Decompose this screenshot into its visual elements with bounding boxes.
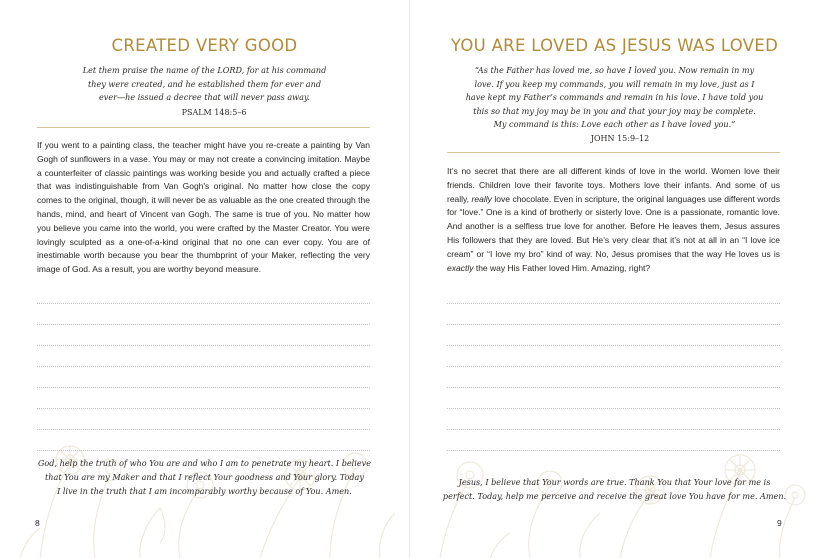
- prayer-line: God, help the truth of who You are and who I am to penetrate my heart. I believe: [37, 458, 372, 468]
- scripture-verse: [440, 64, 789, 132]
- verse-reference: PSALM 148:5–6: [181, 108, 247, 117]
- writing-line[interactable]: [447, 388, 780, 409]
- verse-line: Let them praise the name of the LORD, for at his command: [82, 65, 327, 75]
- verse-line: they were created, and he established them for ever and: [87, 78, 322, 89]
- writing-line[interactable]: [37, 388, 370, 409]
- writing-line[interactable]: [37, 304, 370, 325]
- prayer-line: that You are my Maker and that I reflect Your goodness and Your glory. Today: [45, 472, 364, 482]
- divider-rule: [37, 127, 370, 128]
- writing-line[interactable]: [447, 430, 780, 451]
- scripture-verse: [30, 64, 379, 105]
- left-page: [0, 0, 409, 558]
- writing-line[interactable]: [37, 367, 370, 388]
- devotional-body: [447, 165, 780, 275]
- verse-line: My command is this: Love each other as I have loved you.”: [493, 119, 736, 130]
- writing-line[interactable]: [447, 283, 780, 304]
- right-page: [410, 0, 819, 558]
- body-text-segment: love chocolate. Even in scripture, the original languages use different words for “love.” One is a kind of brotherly or sisterly love. One is a passionate, romantic love. And another is a selfless true love for another. Before He leaves them, Jesus assures His followers that they are loved. But He’s very clear that it’s not at all in an “I love ice cream” or “I love my bro” kind of way. No, Jesus promises that the way He loves us is: [447, 193, 780, 259]
- page-title: CREATED VERY GOOD: [111, 36, 298, 55]
- verse-line: love. If you keep my commands, you will remain in my love, just as I: [474, 78, 755, 89]
- journal-lines: [37, 283, 370, 451]
- closing-prayer: [28, 456, 381, 498]
- writing-line[interactable]: [447, 367, 780, 388]
- prayer-line: perfect. Today, help me perceive and receive the great love You have for me. Amen.: [442, 491, 787, 501]
- writing-line[interactable]: [37, 409, 370, 430]
- body-emphasis: really: [471, 193, 492, 204]
- writing-line[interactable]: [447, 409, 780, 430]
- writing-line[interactable]: [37, 430, 370, 451]
- verse-reference: JOHN 15:9–12: [590, 134, 650, 143]
- page-title: YOU ARE LOVED AS JESUS WAS LOVED: [450, 36, 779, 55]
- prayer-line: Jesus, I believe that Your words are true. Thank You that Your love for me is: [458, 477, 771, 487]
- devotional-body: If you went to a painting class, the teacher might have you re-create a painting by Van Gogh of sunflowers in a vase. You may or may not create a convincing imitation. Maybe a counterfeiter of classic paintings was working beside you and actually crafted a piece that was indistinguishable from Van Gogh's original. No matter how close the copy comes to the original, though, it will never be as valuable as the one created through the hands, mind, and heart of Vincent van Gogh. The same is true of you. No matter how you believe you came into the world, you were crafted by the Master Creator. You were lovingly sculpted as a one-of-a-kind original that no one can ever copy. You are of inestimable worth because you bear the thumbprint of your Maker, reflecting the very image of God. As a result, you are worthy beyond measure.: [37, 140, 370, 275]
- body-text-segment: the way His Father loved Him. Amazing, right?: [473, 262, 651, 273]
- body-emphasis: exactly: [447, 262, 474, 273]
- divider-rule: [447, 152, 780, 153]
- writing-line[interactable]: [447, 304, 780, 325]
- writing-line[interactable]: [447, 346, 780, 367]
- journal-lines: [447, 283, 780, 451]
- verse-line: have kept my Father’s commands and remain in his love. I have told you: [465, 92, 764, 103]
- verse-line: this so that my joy may be in you and that your joy may be complete.: [473, 105, 756, 116]
- page-number: 8: [35, 518, 40, 528]
- writing-line[interactable]: [447, 325, 780, 346]
- writing-line[interactable]: [37, 325, 370, 346]
- verse-line: “As the Father has loved me, so have I loved you. Now remain in my: [474, 65, 755, 75]
- writing-line[interactable]: [37, 283, 370, 304]
- prayer-line: I live in the truth that I am incomparably worthy because of You. Amen.: [57, 486, 352, 496]
- closing-prayer: [438, 475, 791, 503]
- writing-line[interactable]: [37, 346, 370, 367]
- body-text-segment: It’s no secret that there are all different kinds of love in the world. Women love their friends. Children love their favorite toys. Mothers love their infants. And some of us really,: [447, 166, 780, 204]
- page-number: 9: [777, 518, 782, 528]
- verse-line: ever—he issued a decree that will never pass away.: [99, 92, 310, 103]
